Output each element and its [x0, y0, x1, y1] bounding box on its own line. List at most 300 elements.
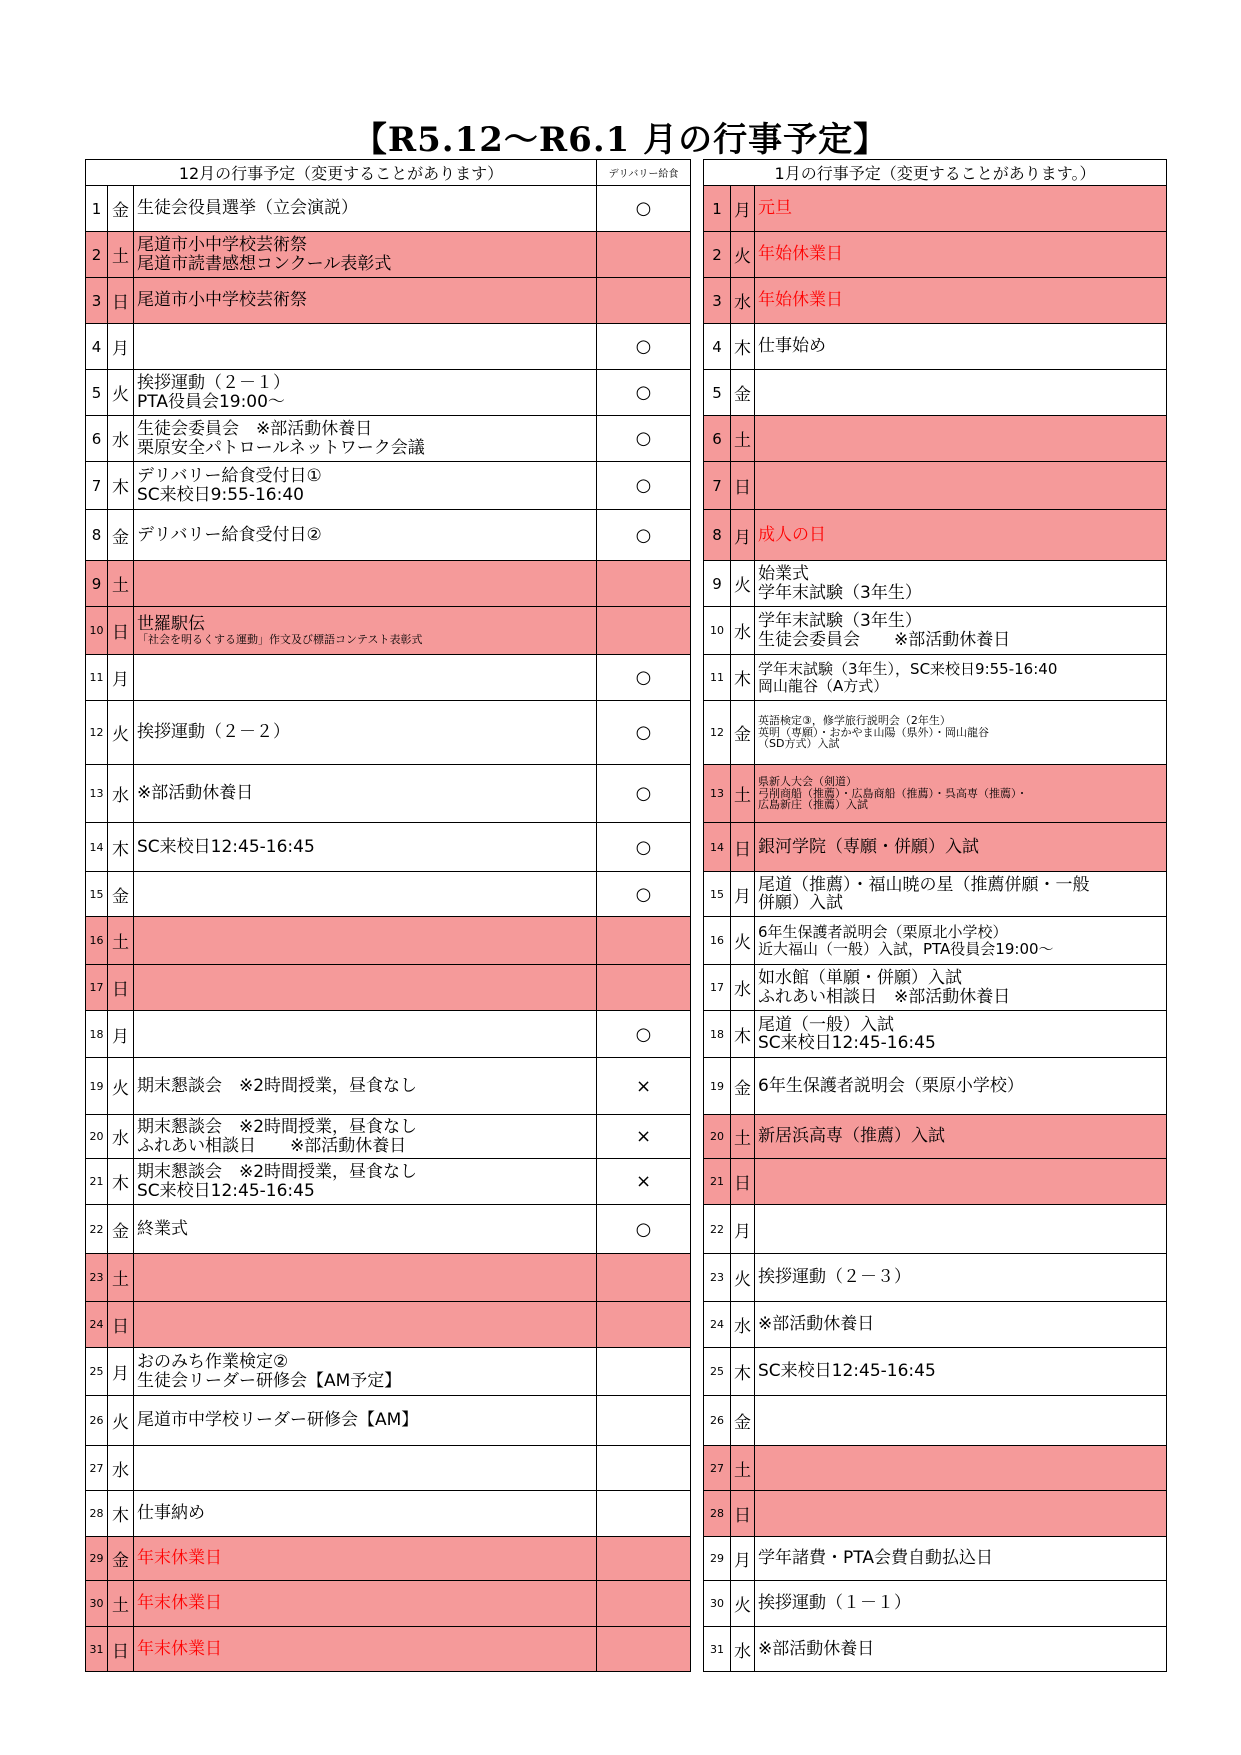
december-row [86, 416, 691, 462]
day-number: 18 [86, 1011, 108, 1058]
delivery-mark [597, 1302, 691, 1348]
december-row [86, 607, 691, 655]
event-line: 成人の日 [758, 524, 826, 545]
event-cell [134, 324, 597, 370]
event-line: 生徒会委員会 ※部活動休養日 [137, 419, 373, 440]
event-line: （SD方式）入試 [758, 737, 840, 751]
weekday: 木 [731, 1011, 755, 1058]
december-row [86, 324, 691, 370]
event-cell [134, 1011, 597, 1058]
event-line: 尾道（推薦）・福山暁の星（推薦併願・一般 [758, 874, 1090, 895]
december-row [86, 1115, 691, 1159]
january-row [704, 1115, 1167, 1159]
day-number: 12 [86, 701, 108, 765]
weekday: 木 [731, 324, 755, 370]
december-row [86, 1058, 691, 1115]
day-number: 22 [704, 1205, 731, 1254]
weekday: 土 [731, 1446, 755, 1491]
weekday: 金 [731, 1396, 755, 1446]
event-line: ※部活動休養日 [758, 1638, 875, 1659]
december-row [86, 765, 691, 823]
day-number: 15 [704, 872, 731, 917]
event-cell [755, 1011, 1167, 1058]
event-line: 英明（専願）・おかやま山陽（県外）・岡山龍谷 [758, 725, 989, 739]
event-cell [134, 1396, 597, 1446]
delivery-mark: ○ [597, 186, 691, 232]
day-number: 6 [704, 416, 731, 462]
day-number: 8 [86, 510, 108, 561]
event-cell [134, 370, 597, 416]
event-cell [755, 1396, 1167, 1446]
weekday: 金 [108, 872, 134, 917]
weekday: 水 [108, 416, 134, 462]
event-cell [134, 186, 597, 232]
event-line: SC来校日12:45-16:45 [137, 836, 315, 857]
event-cell [134, 655, 597, 701]
day-number: 2 [86, 232, 108, 278]
event-line: 仕事始め [758, 336, 826, 357]
day-number: 4 [704, 324, 731, 370]
day-number: 17 [86, 965, 108, 1011]
weekday: 木 [731, 1348, 755, 1396]
weekday: 火 [731, 1254, 755, 1302]
day-number: 7 [86, 462, 108, 510]
delivery-mark: ○ [597, 1205, 691, 1254]
weekday: 金 [731, 370, 755, 416]
weekday: 火 [108, 370, 134, 416]
event-line: おのみち作業検定② [137, 1352, 289, 1373]
january-schedule-table [703, 159, 1167, 1672]
january-row [704, 370, 1167, 416]
day-number: 13 [86, 765, 108, 823]
delivery-mark [597, 1254, 691, 1302]
event-cell [134, 823, 597, 872]
day-number: 3 [86, 278, 108, 324]
event-line: PTA役員会19:00～ [137, 391, 285, 412]
delivery-mark: ○ [597, 765, 691, 823]
weekday: 木 [731, 655, 755, 701]
december-row [86, 1627, 691, 1672]
event-cell [755, 1627, 1167, 1672]
event-cell [134, 1581, 597, 1627]
event-line: ふれあい相談日 ※部活動休養日 [758, 986, 1011, 1007]
event-line: ※部活動休養日 [137, 783, 254, 804]
weekday: 火 [108, 1396, 134, 1446]
event-line: 弓削商船（推薦）・広島商船（推薦）・呉高専（推薦）・ [758, 786, 1028, 800]
december-row [86, 1537, 691, 1581]
delivery-mark: ○ [597, 324, 691, 370]
day-number: 22 [86, 1205, 108, 1254]
event-cell [134, 872, 597, 917]
day-number: 12 [704, 701, 731, 765]
weekday: 水 [108, 1115, 134, 1159]
weekday: 月 [108, 1348, 134, 1396]
event-cell [134, 917, 597, 965]
delivery-mark: ○ [597, 510, 691, 561]
day-number: 19 [704, 1058, 731, 1115]
january-row [704, 823, 1167, 872]
weekday: 金 [108, 1205, 134, 1254]
event-cell [134, 1058, 597, 1115]
day-number: 1 [704, 186, 731, 232]
day-number: 24 [86, 1302, 108, 1348]
january-row [704, 765, 1167, 823]
weekday: 月 [731, 1205, 755, 1254]
event-cell [755, 510, 1167, 561]
delivery-mark [597, 1396, 691, 1446]
weekday: 水 [731, 1302, 755, 1348]
day-number: 3 [704, 278, 731, 324]
january-row [704, 561, 1167, 607]
event-line: 生徒会委員会 ※部活動休養日 [758, 629, 1011, 650]
january-row [704, 1254, 1167, 1302]
event-line: 広島新庄（推薦）入試 [758, 798, 868, 812]
delivery-mark: ○ [597, 655, 691, 701]
weekday: 日 [731, 823, 755, 872]
december-row [86, 1446, 691, 1491]
event-cell [755, 965, 1167, 1011]
event-line: 年末休業日 [137, 1548, 222, 1569]
weekday: 水 [731, 1627, 755, 1672]
delivery-mark [597, 1581, 691, 1627]
weekday: 土 [108, 1581, 134, 1627]
january-row [704, 1537, 1167, 1581]
event-line: 期末懇談会 ※2時間授業，昼食なし [137, 1162, 418, 1183]
event-cell [755, 462, 1167, 510]
day-number: 19 [86, 1058, 108, 1115]
december-row [86, 1491, 691, 1537]
event-line: 学年末試験（3年生） [758, 582, 922, 603]
december-row [86, 823, 691, 872]
january-header: 1月の行事予定（変更することがあります。） [704, 160, 1167, 186]
event-cell [755, 561, 1167, 607]
day-number: 9 [704, 561, 731, 607]
day-number: 21 [86, 1159, 108, 1205]
event-cell [755, 1302, 1167, 1348]
weekday: 月 [108, 1011, 134, 1058]
day-number: 13 [704, 765, 731, 823]
weekday: 金 [108, 1537, 134, 1581]
event-cell [755, 416, 1167, 462]
december-row [86, 1581, 691, 1627]
delivery-mark [597, 1446, 691, 1491]
december-row [86, 370, 691, 416]
day-number: 29 [86, 1537, 108, 1581]
day-number: 2 [704, 232, 731, 278]
weekday: 水 [731, 607, 755, 655]
event-cell [134, 510, 597, 561]
delivery-mark: × [597, 1058, 691, 1115]
event-cell [134, 416, 597, 462]
delivery-mark: ○ [597, 370, 691, 416]
january-row [704, 1581, 1167, 1627]
weekday: 金 [108, 510, 134, 561]
delivery-mark: ○ [597, 462, 691, 510]
event-cell [755, 1254, 1167, 1302]
event-line: SC来校日12:45-16:45 [758, 1033, 936, 1053]
december-row [86, 701, 691, 765]
delivery-mark: ○ [597, 872, 691, 917]
event-cell [134, 607, 597, 655]
event-line: 英語検定③，修学旅行説明会（2年生） [758, 713, 951, 727]
delivery-lunch-header: デリバリー給食 [597, 160, 691, 186]
event-cell [755, 607, 1167, 655]
day-number: 5 [86, 370, 108, 416]
december-row [86, 965, 691, 1011]
event-line: 6年生保護者説明会（栗原小学校） [758, 1075, 1024, 1096]
january-row [704, 1058, 1167, 1115]
day-number: 30 [86, 1581, 108, 1627]
event-cell [755, 324, 1167, 370]
weekday: 日 [731, 1491, 755, 1537]
delivery-mark: ○ [597, 416, 691, 462]
event-line: 6年生保護者説明会（栗原北小学校） [758, 923, 1008, 942]
event-line: 銀河学院（専願・併願）入試 [758, 836, 979, 857]
event-cell [755, 1581, 1167, 1627]
december-row [86, 1396, 691, 1446]
december-row [86, 232, 691, 278]
event-line: デリバリー給食受付日② [137, 524, 322, 545]
december-row [86, 1159, 691, 1205]
january-row [704, 1446, 1167, 1491]
event-line: 如水館（単願・併願）入試 [758, 968, 962, 989]
weekday: 月 [108, 655, 134, 701]
weekday: 月 [108, 324, 134, 370]
weekday: 月 [731, 872, 755, 917]
day-number: 29 [704, 1537, 731, 1581]
event-cell [134, 701, 597, 765]
day-number: 16 [86, 917, 108, 965]
december-row [86, 278, 691, 324]
day-number: 17 [704, 965, 731, 1011]
day-number: 31 [704, 1627, 731, 1672]
event-line: 世羅駅伝 [137, 614, 205, 635]
event-cell [755, 278, 1167, 324]
event-line: SC来校日12:45-16:45 [758, 1361, 936, 1382]
event-line: 併願）入試 [758, 893, 843, 913]
event-line: 挨拶運動（１－１） [758, 1593, 911, 1614]
january-row [704, 607, 1167, 655]
day-number: 21 [704, 1159, 731, 1205]
day-number: 5 [704, 370, 731, 416]
december-row [86, 1348, 691, 1396]
event-cell [755, 1446, 1167, 1491]
day-number: 20 [704, 1115, 731, 1159]
december-schedule-table [85, 159, 691, 1672]
weekday: 日 [108, 278, 134, 324]
event-line: 挨拶運動（２－３） [758, 1267, 911, 1288]
january-header-row [704, 160, 1167, 186]
day-number: 31 [86, 1627, 108, 1672]
weekday: 日 [108, 1627, 134, 1672]
event-cell [755, 232, 1167, 278]
delivery-mark: ○ [597, 1011, 691, 1058]
december-row [86, 1205, 691, 1254]
event-line: デリバリー給食受付日① [137, 466, 322, 487]
weekday: 金 [731, 1058, 755, 1115]
delivery-mark [597, 232, 691, 278]
day-number: 10 [86, 607, 108, 655]
january-row [704, 872, 1167, 917]
event-line: 期末懇談会 ※2時間授業，昼食なし [137, 1075, 418, 1096]
day-number: 11 [704, 655, 731, 701]
delivery-mark [597, 917, 691, 965]
weekday: 火 [731, 232, 755, 278]
january-row [704, 278, 1167, 324]
day-number: 11 [86, 655, 108, 701]
day-number: 18 [704, 1011, 731, 1058]
december-row [86, 1011, 691, 1058]
day-number: 9 [86, 561, 108, 607]
delivery-mark [597, 278, 691, 324]
event-line: 生徒会リーダー研修会【AM予定】 [137, 1370, 402, 1391]
weekday: 木 [108, 823, 134, 872]
weekday: 水 [731, 278, 755, 324]
event-line: 岡山龍谷（A方式） [758, 676, 889, 695]
event-cell [134, 561, 597, 607]
event-cell [755, 186, 1167, 232]
event-cell [134, 1491, 597, 1537]
event-line: 尾道市小中学校芸術祭 [137, 290, 307, 311]
december-header: 12月の行事予定（変更することがあります） [86, 160, 597, 186]
event-line: 近大福山（一般）入試，PTA役員会19:00～ [758, 939, 1054, 958]
event-cell [134, 1205, 597, 1254]
day-number: 25 [704, 1348, 731, 1396]
weekday: 月 [731, 186, 755, 232]
event-cell [755, 370, 1167, 416]
day-number: 6 [86, 416, 108, 462]
january-row [704, 462, 1167, 510]
day-number: 10 [704, 607, 731, 655]
january-row [704, 510, 1167, 561]
december-row [86, 561, 691, 607]
weekday: 土 [731, 416, 755, 462]
event-cell [755, 1115, 1167, 1159]
december-header-row [86, 160, 691, 186]
december-row [86, 462, 691, 510]
day-number: 28 [704, 1491, 731, 1537]
event-cell [134, 1537, 597, 1581]
january-row [704, 1302, 1167, 1348]
january-row [704, 655, 1167, 701]
weekday: 金 [108, 186, 134, 232]
january-row [704, 416, 1167, 462]
event-cell [134, 1159, 597, 1205]
event-cell [134, 965, 597, 1011]
page-title: 【R5.12～R6.1 月の行事予定】 [352, 120, 889, 160]
event-line: 「社会を明るくする運動」作文及び標語コンテスト表彰式 [137, 632, 423, 646]
event-line: 挨拶運動（２－２） [137, 722, 290, 743]
event-line: 年始休業日 [758, 244, 843, 265]
event-line: 元旦 [758, 198, 792, 219]
event-cell [134, 765, 597, 823]
weekday: 日 [108, 1302, 134, 1348]
event-line: 生徒会役員選挙（立会演説） [137, 198, 358, 219]
delivery-mark: ○ [597, 823, 691, 872]
day-number: 8 [704, 510, 731, 561]
event-cell [755, 1491, 1167, 1537]
event-cell [134, 1627, 597, 1672]
day-number: 26 [704, 1396, 731, 1446]
delivery-mark: ○ [597, 701, 691, 765]
event-line: ふれあい相談日 ※部活動休養日 [137, 1135, 407, 1156]
weekday: 水 [731, 965, 755, 1011]
delivery-mark [597, 561, 691, 607]
weekday: 土 [108, 561, 134, 607]
day-number: 1 [86, 186, 108, 232]
delivery-mark [597, 1537, 691, 1581]
event-cell [755, 917, 1167, 965]
december-row [86, 186, 691, 232]
december-row [86, 1302, 691, 1348]
event-cell [755, 1159, 1167, 1205]
event-line: 尾道（一般）入試 [758, 1014, 894, 1035]
weekday: 火 [731, 1581, 755, 1627]
event-line: 期末懇談会 ※2時間授業，昼食なし [137, 1117, 418, 1138]
day-number: 23 [704, 1254, 731, 1302]
weekday: 月 [731, 510, 755, 561]
january-row [704, 1348, 1167, 1396]
event-cell [134, 1115, 597, 1159]
january-row [704, 1627, 1167, 1672]
event-cell [134, 278, 597, 324]
event-cell [755, 1058, 1167, 1115]
day-number: 23 [86, 1254, 108, 1302]
weekday: 火 [731, 917, 755, 965]
weekday: 火 [731, 561, 755, 607]
delivery-mark [597, 965, 691, 1011]
event-line: 新居浜高専（推薦）入試 [758, 1126, 945, 1147]
event-line: 年末休業日 [137, 1638, 222, 1659]
january-row [704, 1011, 1167, 1058]
event-line: 学年末試験（3年生） [758, 611, 922, 632]
event-cell [755, 823, 1167, 872]
day-number: 26 [86, 1396, 108, 1446]
weekday: 木 [108, 462, 134, 510]
day-number: 14 [704, 823, 731, 872]
event-line: 尾道市小中学校芸術祭 [137, 235, 307, 256]
weekday: 火 [108, 701, 134, 765]
event-cell [755, 1205, 1167, 1254]
day-number: 4 [86, 324, 108, 370]
day-number: 7 [704, 462, 731, 510]
event-line: 終業式 [137, 1218, 188, 1239]
weekday: 日 [731, 462, 755, 510]
event-line: 県新人大会（剣道） [758, 774, 857, 788]
event-cell [134, 462, 597, 510]
event-line: 始業式 [758, 564, 809, 585]
day-number: 28 [86, 1491, 108, 1537]
event-line: ※部活動休養日 [758, 1314, 875, 1335]
day-number: 15 [86, 872, 108, 917]
event-line: 年始休業日 [758, 290, 843, 311]
december-row [86, 872, 691, 917]
weekday: 土 [731, 1115, 755, 1159]
weekday: 土 [731, 765, 755, 823]
event-line: 栗原安全パトロールネットワーク会議 [137, 437, 425, 458]
delivery-mark: × [597, 1159, 691, 1205]
event-cell [134, 232, 597, 278]
delivery-mark [597, 607, 691, 655]
event-line: SC来校日9:55-16:40 [137, 484, 304, 505]
event-line: SC来校日12:45-16:45 [137, 1180, 315, 1201]
event-line: 挨拶運動（２－１） [137, 373, 290, 394]
event-cell [134, 1302, 597, 1348]
january-row [704, 1159, 1167, 1205]
december-row [86, 510, 691, 561]
weekday: 水 [108, 765, 134, 823]
weekday: 火 [108, 1058, 134, 1115]
